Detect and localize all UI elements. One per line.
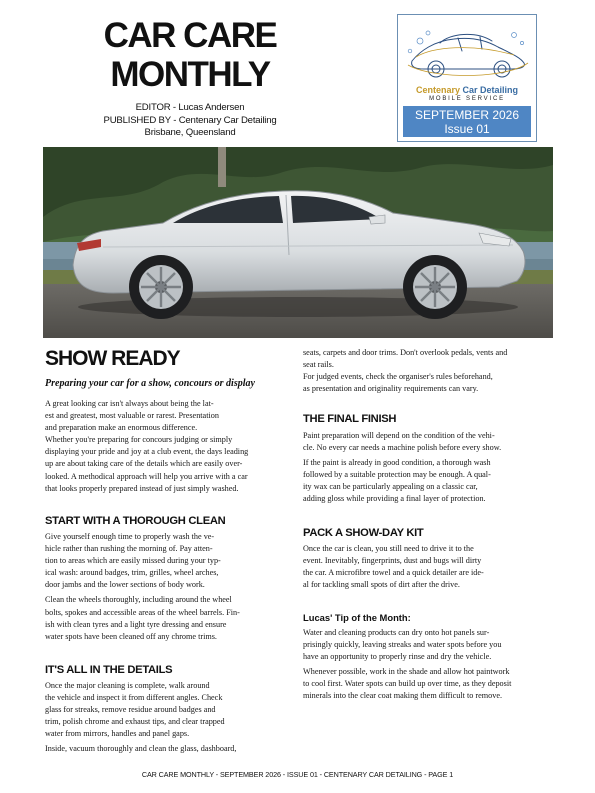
body-line: cle. No every car needs a machine polish before every show. [303, 443, 502, 453]
body-line: glass for streaks, remove residue around badges and [45, 705, 216, 715]
intro-line: and preparation make an enormous difference. [45, 423, 198, 433]
title-line-1: CAR CARE [103, 16, 277, 55]
section-heading-final-finish: THE FINAL FINISH [303, 413, 397, 425]
body-line: the car. A microfibre towel and a quick detailer are ide- [303, 568, 484, 578]
body-line: the vehicle and inspect it from different angles. Check [45, 693, 223, 703]
issue-month: SEPTEMBER 2026 [414, 108, 520, 122]
body-line: Whenever possible, work in the shade and allow hot paintwork [303, 667, 510, 677]
body-line: al for tackling small spots of dirt after the drive. [303, 580, 460, 590]
body-line: as presentation and originality requirements can vary. [303, 384, 479, 394]
hero-car-illustration [43, 147, 553, 338]
intro-line: est and greatest, most valuable or rarest. Presentation [45, 411, 219, 421]
magazine-title [80, 16, 300, 94]
body-line: ity wax can be particularly appealing on a classic car, [303, 482, 478, 492]
body-line: Once the major cleaning is complete, walk around [45, 681, 210, 690]
editor-credit: EDITOR - Lucas Andersen [135, 102, 245, 113]
body-line: Paint preparation will depend on the condition of the vehi- [303, 431, 495, 440]
body-line: to cool first. Water spots can build up over time, as they deposit [303, 679, 512, 689]
body-line: For judged events, check the organiser's rules beforehand, [303, 372, 493, 382]
intro-line: up are about taking care of the details which are easily over- [45, 459, 243, 469]
publisher-tagline: MOBILE SERVICE [429, 96, 505, 102]
section-clean-text [45, 531, 295, 643]
section-show-day-kit-text [303, 543, 553, 591]
body-line: Clean the wheels thoroughly, including around the wheel [45, 595, 232, 605]
intro-line: A great looking car isn't always about being the lat- [45, 399, 214, 408]
body-line: water spots have been cleaned off any chrome trims. [45, 631, 217, 641]
page-footer: CAR CARE MONTHLY - SEPTEMBER 2026 - ISSUE 01 - CENTENARY CAR DETAILING - PAGE 1 [141, 770, 454, 779]
car-sketch-logo [402, 21, 532, 85]
section-heading-clean: START WITH A THOROUGH CLEAN [45, 515, 226, 527]
body-line: ical wash: around badges, trim, grilles, wheel arches, [45, 568, 219, 578]
publisher-name [398, 85, 536, 95]
body-line: have an opportunity to properly rinse and dry the vehicle. [303, 652, 492, 662]
hero-photo [43, 147, 553, 338]
section-details-text [45, 680, 295, 756]
body-line: seat rails. [303, 360, 334, 370]
issue-number: Issue 01 [444, 122, 490, 136]
body-line: followed by a suitable protection may be enough. A qual- [303, 470, 491, 480]
location-credit: Brisbane, Queensland [144, 127, 236, 138]
body-line: trim, polish chrome and exhaust tips, and clear trapped [45, 717, 225, 727]
body-line: ish with clean tyres and a light tyre dressing and ensure [45, 619, 227, 629]
section-heading-details: IT'S ALL IN THE DETAILS [45, 664, 173, 676]
publisher-logo-box [397, 14, 537, 142]
intro-line: that looks properly prepared instead of just simply washed. [45, 483, 239, 493]
body-line: prisingly quickly, leaving streaks and water spots before you [303, 640, 502, 650]
article-standfirst: Preparing your car for a show, concours or display [45, 378, 255, 389]
credits [80, 102, 300, 140]
body-line: Give yourself enough time to properly wash the ve- [45, 532, 215, 541]
body-line: seats, carpets and door trims. Don't overlook pedals, vents and [303, 348, 508, 357]
publisher-name-rest: Car Detailing [460, 85, 519, 95]
body-line: event. Inevitably, fingerprints, dust and bugs will dirty [303, 556, 482, 566]
intro-text [45, 398, 295, 495]
issue-band [403, 106, 531, 137]
body-line: Inside, vacuum thoroughly and clean the glass, dashboard, [45, 744, 237, 754]
continued-text [303, 347, 553, 395]
body-line: bolts, spokes and accessible areas of the wheel barrels. Fin- [45, 607, 240, 617]
intro-line: looked. A methodical approach will help you arrive with a car [45, 471, 248, 481]
intro-line: displaying your pride and joy at a club event, the days leading [45, 447, 249, 457]
article-headline: SHOW READY [45, 347, 180, 370]
body-line: Once the car is clean, you still need to drive it to the [303, 544, 474, 553]
body-line: hicle rather than rushing the morning of. Pay atten- [45, 544, 213, 554]
body-line: tion to areas which are easily missed during your typ- [45, 556, 221, 566]
body-line: Water and cleaning products can dry onto hot panels sur- [303, 628, 490, 637]
body-line: water from mirrors, handles and panel gaps. [45, 729, 190, 739]
section-final-finish-text [303, 430, 553, 506]
body-line: minerals into the clear coat making them difficult to remove. [303, 691, 503, 701]
body-line: If the paint is already in good condition, a thorough wash [303, 458, 491, 468]
body-line: adding gloss while providing a final layer of protection. [303, 494, 486, 504]
section-heading-show-day-kit: PACK A SHOW-DAY KIT [303, 527, 424, 539]
publisher-name-accent: Centenary [415, 85, 460, 95]
tip-heading: Lucas' Tip of the Month: [303, 612, 411, 623]
tip-text [303, 627, 553, 703]
publisher-credit: PUBLISHED BY - Centenary Car Detailing [103, 114, 277, 126]
intro-line: Whether you're preparing for concours judging or simply [45, 435, 233, 445]
title-line-2: MONTHLY [110, 55, 270, 94]
body-line: door jambs and the lower sections of body work. [45, 580, 205, 590]
